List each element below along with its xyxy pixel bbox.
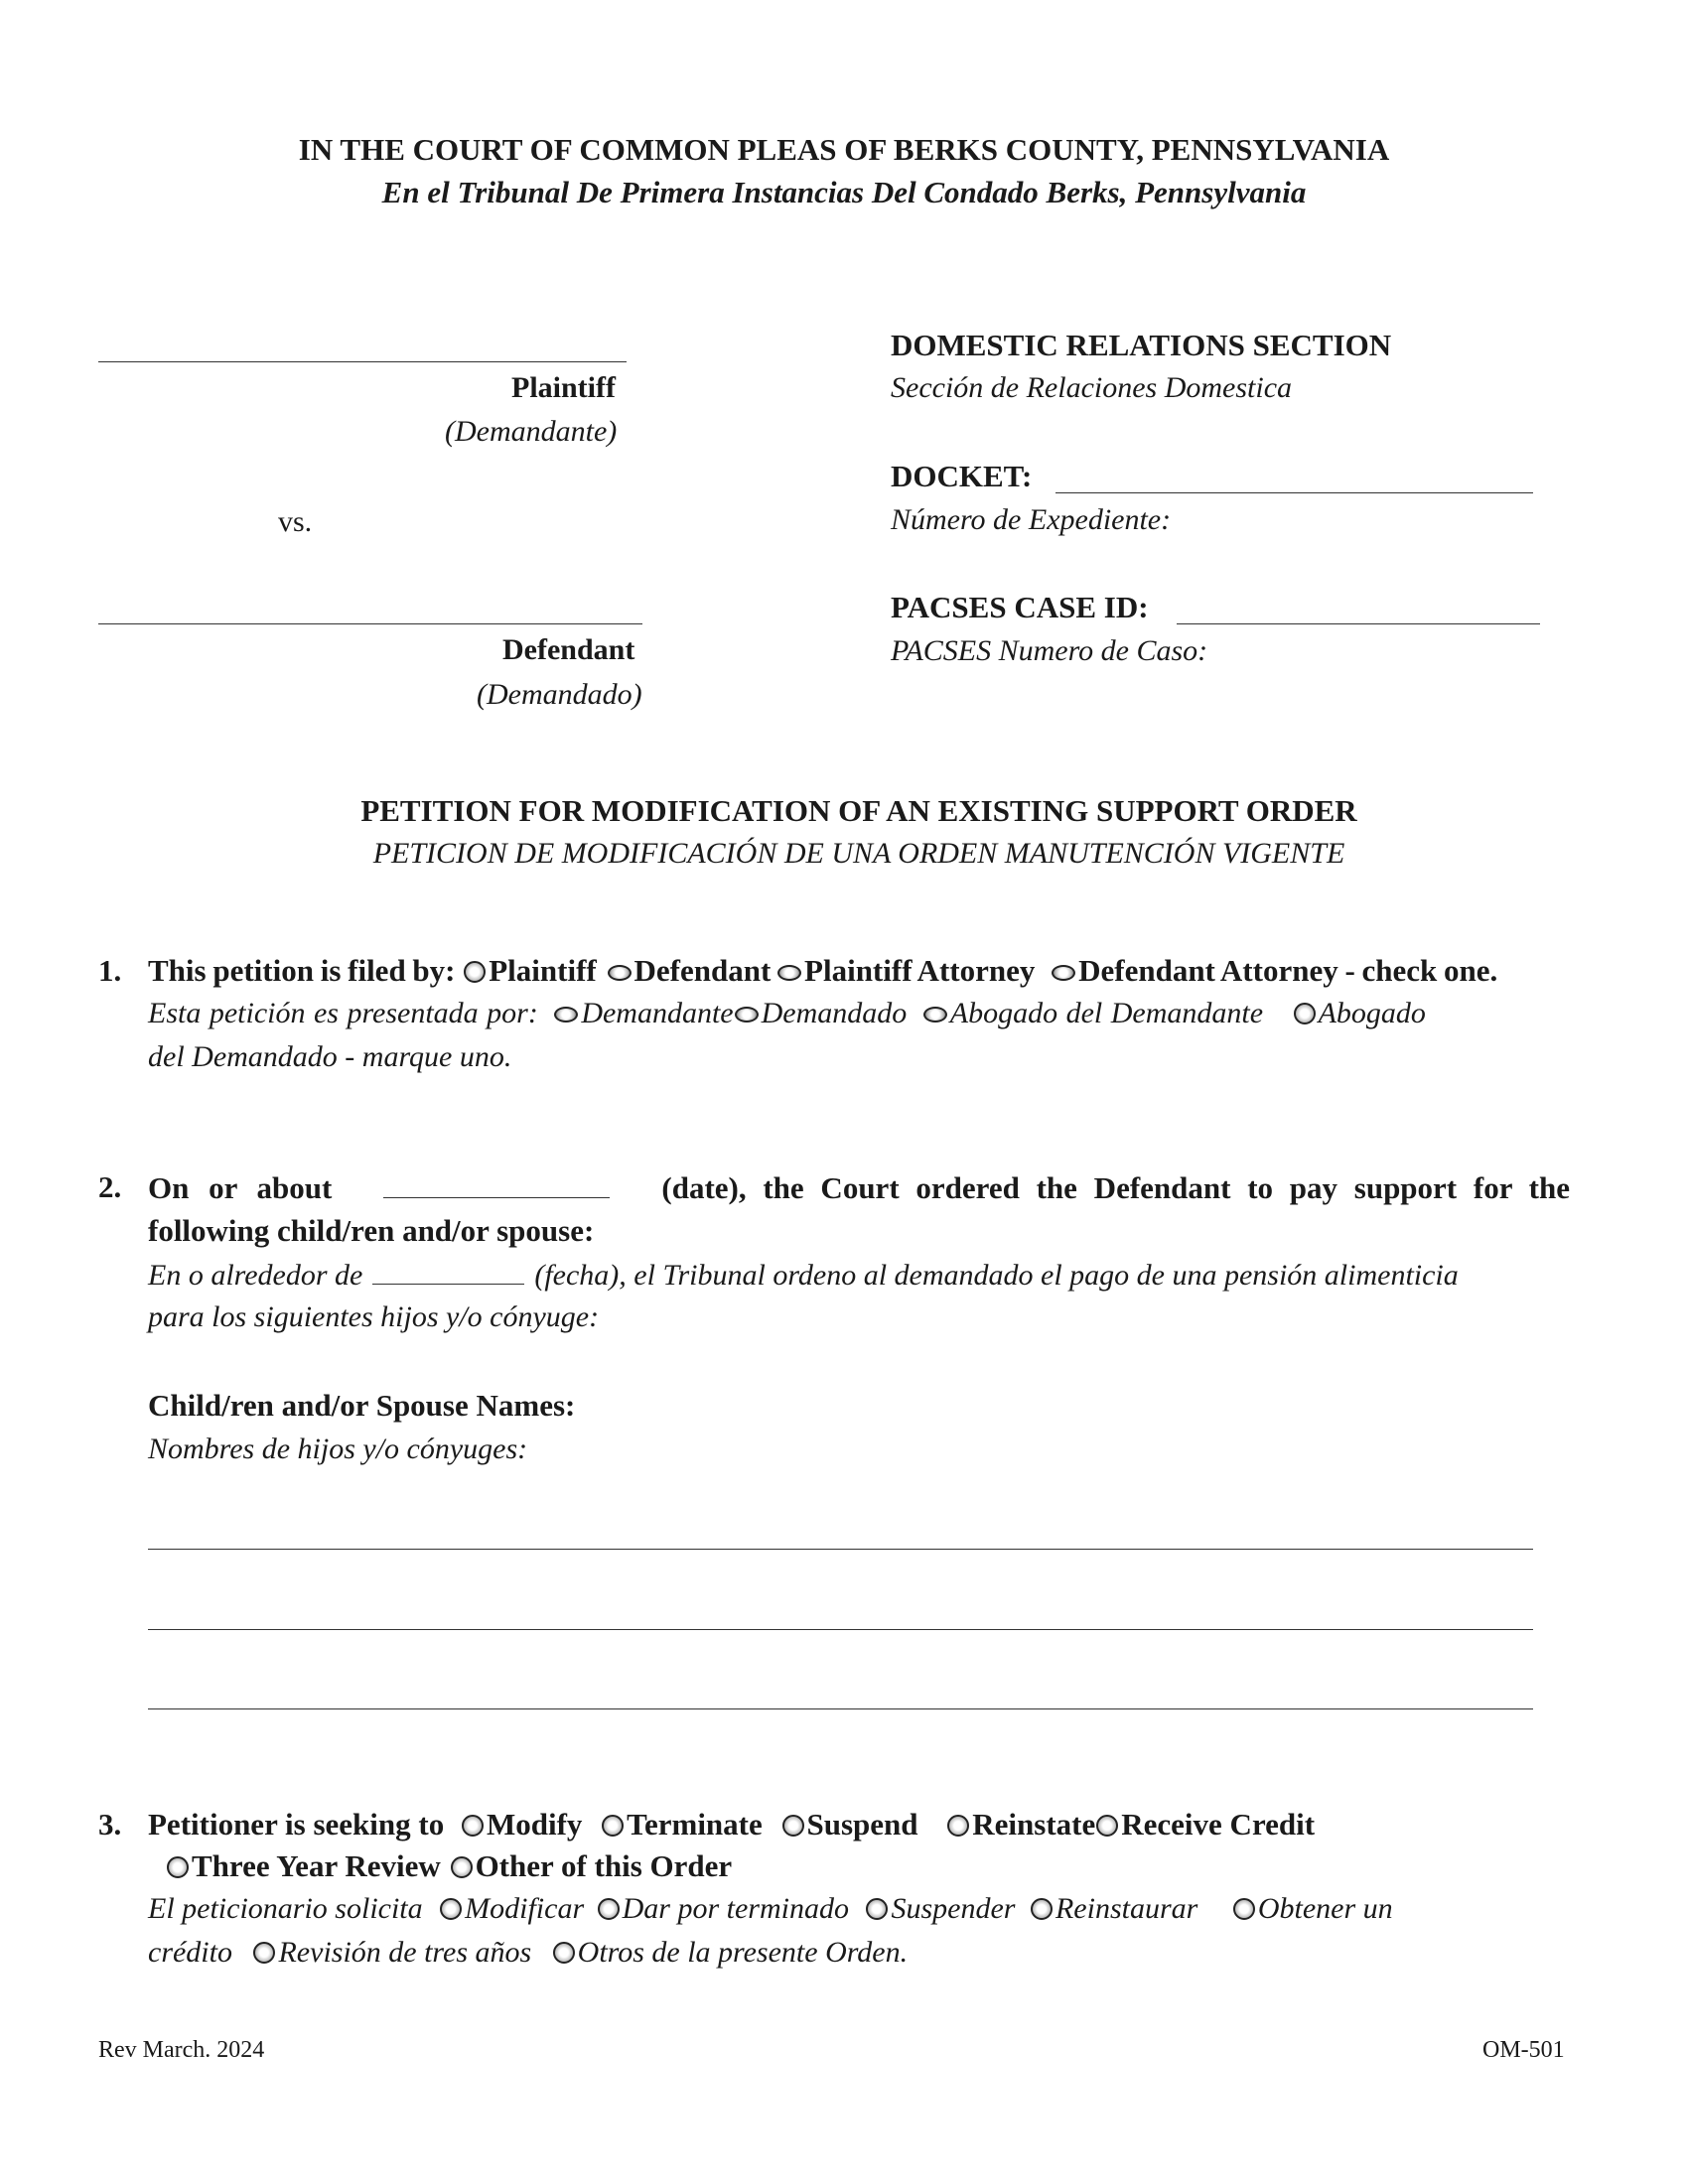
item3-option-revision: Revisión de tres años <box>278 1936 532 1969</box>
petition-title: PETITION FOR MODIFICATION OF AN EXISTING SUPPORT ORDER <box>360 793 1357 828</box>
radio-plaintiff[interactable] <box>464 961 486 983</box>
fecha-line[interactable] <box>372 1257 524 1285</box>
radio-abogado-demandado[interactable] <box>1294 1003 1316 1024</box>
item1-lead-es: Esta petición es presentada por: <box>148 997 538 1029</box>
item3-row-es <box>148 1892 1393 1926</box>
radio-suspend[interactable] <box>782 1815 804 1837</box>
radio-terminado[interactable] <box>598 1898 620 1920</box>
petition-title-es: PETICION DE MODIFICACIÓN DE UNA ORDEN MANUTENCIÓN VIGENTE <box>372 837 1345 870</box>
item3-option-three-year-review: Three Year Review <box>192 1848 441 1883</box>
item2-es-b: (fecha), el Tribunal ordeno al demandado el pago de una pensión alimenticia <box>534 1259 1459 1292</box>
item3-option-modify: Modify <box>486 1807 583 1842</box>
item1-lead: This petition is filed by: <box>148 953 456 988</box>
court-title: IN THE COURT OF COMMON PLEAS OF BERKS COUNTY, PENNSYLVANIA <box>298 132 1390 167</box>
item3-option-modificar: Modificar <box>465 1892 585 1925</box>
item1-option-demandado: Demandado <box>761 997 908 1029</box>
item3-option-obtener: Obtener un <box>1257 1892 1393 1925</box>
item2-line2: following child/ren and/or spouse: <box>148 1213 595 1248</box>
revision-date: Rev March. 2024 <box>98 2037 265 2063</box>
radio-suspender[interactable] <box>866 1898 888 1920</box>
item3-number: 3. <box>98 1807 122 1842</box>
radio-reinstate[interactable] <box>947 1815 969 1837</box>
docket-input-line[interactable] <box>1055 492 1533 493</box>
item1-option-defendant: Defendant <box>633 953 772 988</box>
order-date-line[interactable] <box>383 1169 610 1198</box>
pacses-label-es: PACSES Numero de Caso: <box>891 634 1208 667</box>
item2-es-line1 <box>148 1257 1570 1293</box>
item3-option-other: Other of this Order <box>475 1848 733 1883</box>
radio-credito[interactable] <box>1233 1898 1255 1920</box>
radio-defendant[interactable] <box>608 965 632 981</box>
section-title: DOMESTIC RELATIONS SECTION <box>891 328 1392 362</box>
item3-option-otros: Otros de la presente Orden. <box>577 1936 909 1969</box>
item3-option-terminate: Terminate <box>627 1807 763 1842</box>
defendant-label-es: (Demandado) <box>477 678 642 711</box>
item1-number: 1. <box>98 953 122 988</box>
docket-label: DOCKET: <box>891 459 1033 493</box>
name-line-1[interactable] <box>148 1549 1533 1550</box>
item1-option-defendant-attorney: Defendant Attorney - check one. <box>1078 953 1498 988</box>
names-label-es: Nombres de hijos y/o cónyuges: <box>148 1433 528 1465</box>
name-line-2[interactable] <box>148 1629 1533 1630</box>
versus-label: vs. <box>278 505 313 538</box>
names-label: Child/ren and/or Spouse Names: <box>148 1388 576 1423</box>
pacses-input-line[interactable] <box>1177 623 1540 624</box>
form-number: OM-501 <box>1482 2037 1565 2063</box>
item3-option-terminado: Dar por terminado <box>622 1892 849 1925</box>
radio-demandante[interactable] <box>554 1007 578 1023</box>
radio-abogado-demandante[interactable] <box>923 1007 947 1023</box>
pacses-label: PACSES CASE ID: <box>891 590 1149 624</box>
plaintiff-name-line[interactable] <box>98 361 627 362</box>
item3-row2 <box>167 1848 732 1884</box>
item2-line1-a: On or about <box>148 1169 333 1205</box>
item2-es-a: En o alrededor de <box>148 1259 363 1292</box>
name-line-3[interactable] <box>148 1708 1533 1709</box>
item1-option-abogado-demandante: Abogado del Demandante <box>949 997 1264 1029</box>
item1-continuation-es: del Demandado - marque uno. <box>148 1040 512 1073</box>
item3-lead-es: El peticionario solicita <box>148 1892 423 1925</box>
radio-reinstaurar[interactable] <box>1031 1898 1053 1920</box>
radio-plaintiff-attorney[interactable] <box>777 965 801 981</box>
plaintiff-label: Plaintiff <box>511 371 616 404</box>
item3-option-receive-credit: Receive Credit <box>1121 1807 1316 1842</box>
item1-option-demandante: Demandante <box>581 997 734 1029</box>
radio-demandado[interactable] <box>735 1007 759 1023</box>
radio-modificar[interactable] <box>440 1898 462 1920</box>
radio-other[interactable] <box>451 1856 473 1878</box>
item1-row-es <box>148 997 1426 1030</box>
item1-option-plaintiff: Plaintiff <box>489 953 597 988</box>
radio-defendant-attorney[interactable] <box>1052 965 1075 981</box>
radio-revision[interactable] <box>253 1942 275 1964</box>
item3-credit-word-es: crédito <box>148 1936 232 1969</box>
item1-option-abogado-demandado: Abogado <box>1318 997 1426 1029</box>
plaintiff-label-es: (Demandante) <box>445 415 618 448</box>
item3-row2-es <box>148 1936 908 1970</box>
item3-option-suspender: Suspender <box>891 1892 1016 1925</box>
item3-row1 <box>148 1807 1315 1843</box>
item3-option-suspend: Suspend <box>806 1807 918 1842</box>
radio-three-year-review[interactable] <box>167 1856 189 1878</box>
radio-terminate[interactable] <box>602 1815 624 1837</box>
defendant-name-line[interactable] <box>98 623 642 624</box>
item3-option-reinstaurar: Reinstaurar <box>1055 1892 1198 1925</box>
item2-line1-b: (date), the Court ordered the Defendant to pay support for the <box>661 1169 1570 1205</box>
item3-lead: Petitioner is seeking to <box>148 1807 445 1842</box>
item1-row <box>148 953 1497 989</box>
section-title-es: Sección de Relaciones Domestica <box>891 371 1293 404</box>
defendant-label: Defendant <box>502 633 635 666</box>
item3-option-reinstate: Reinstate <box>972 1807 1096 1842</box>
item2-number: 2. <box>98 1169 122 1204</box>
court-title-es: En el Tribunal De Primera Instancias Del Condado Berks, Pennsylvania <box>381 175 1307 209</box>
docket-label-es: Número de Expediente: <box>891 503 1172 536</box>
radio-receive-credit[interactable] <box>1096 1815 1118 1837</box>
item2-es-line2: para los siguientes hijos y/o cónyuge: <box>148 1300 600 1333</box>
radio-otros[interactable] <box>553 1942 575 1964</box>
item1-option-plaintiff-attorney: Plaintiff Attorney <box>804 953 1036 988</box>
item2-line1 <box>148 1169 1570 1206</box>
radio-modify[interactable] <box>462 1815 484 1837</box>
